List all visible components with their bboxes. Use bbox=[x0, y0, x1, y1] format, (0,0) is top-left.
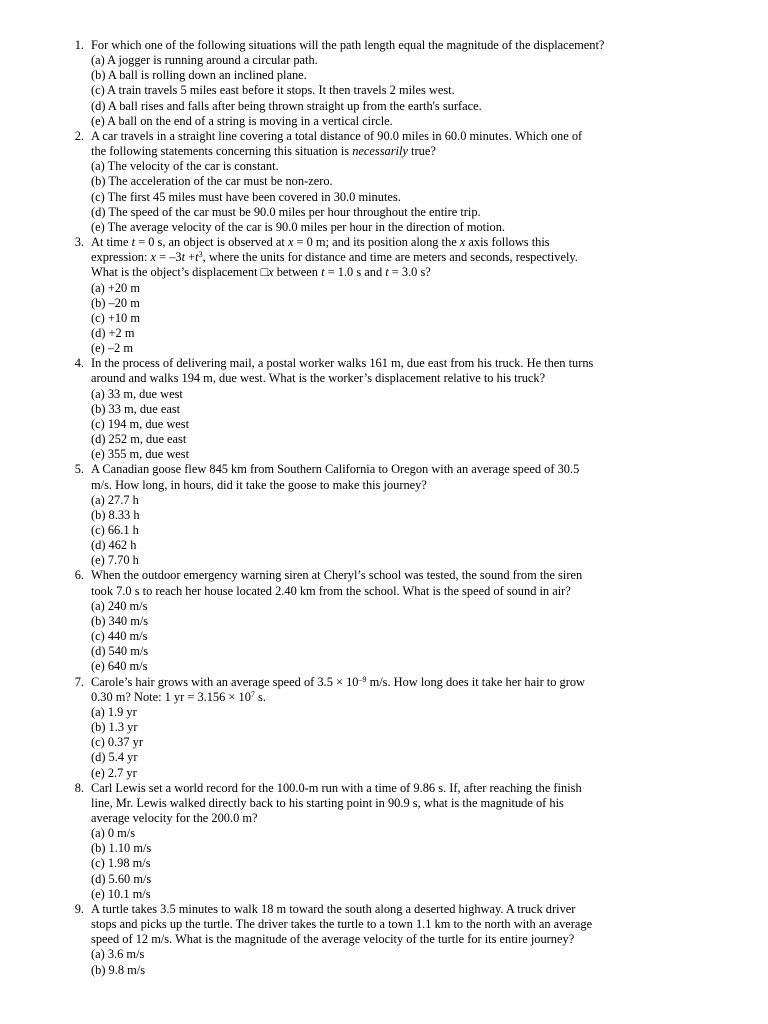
question-number: 7. bbox=[74, 674, 84, 689]
answer-option: (d) The speed of the car must be 90.0 miles per hour throughout the entire trip. bbox=[91, 204, 481, 219]
answer-option: (c) 1.98 m/s bbox=[91, 856, 151, 871]
answer-option: (e) The average velocity of the car is 90.0 miles per hour in the direction of motion. bbox=[91, 219, 506, 234]
question-text-line: the following statements concerning this situation is necessarily true? bbox=[91, 144, 436, 159]
answer-option: (c) 194 m, due west bbox=[91, 416, 190, 431]
question-text-line: A turtle takes 3.5 minutes to walk 18 m toward the south along a deserted highway. A truck driver bbox=[91, 901, 576, 916]
question-text-line: In the process of delivering mail, a postal worker walks 161 m, due east from his truck. He then turns bbox=[91, 356, 594, 371]
answer-option: (b) 33 m, due east bbox=[91, 401, 181, 416]
question-text-line: A Canadian goose flew 845 km from Southern California to Oregon with an average speed of 30.5 bbox=[91, 462, 580, 477]
answer-options bbox=[91, 53, 728, 129]
question-number: 1. bbox=[74, 38, 84, 52]
question-text-line: line, Mr. Lewis walked directly back to his starting point in 90.9 s, what is the magnitude of his bbox=[91, 795, 564, 810]
question-8 bbox=[0, 781, 768, 902]
question-text-line: m/s. How long, in hours, did it take the goose to make this journey? bbox=[91, 477, 427, 492]
answer-option: (c) The first 45 miles must have been covered in 30.0 minutes. bbox=[91, 189, 401, 204]
answer-option: (e) A ball on the end of a string is moving in a vertical circle. bbox=[91, 113, 393, 128]
answer-options bbox=[91, 281, 728, 357]
question-5 bbox=[0, 462, 768, 568]
answer-option: (c) 0.37 yr bbox=[91, 735, 143, 750]
answer-option: (b) 8.33 h bbox=[91, 507, 140, 522]
answer-option: (c) +10 m bbox=[91, 310, 140, 325]
answer-option: (b) 340 m/s bbox=[91, 613, 149, 628]
answer-option: (a) 1.9 yr bbox=[91, 704, 137, 719]
question-7 bbox=[0, 675, 768, 781]
question-number: 9. bbox=[74, 901, 84, 916]
question-text-line: stops and picks up the turtle. The driver takes the turtle to a town 1.1 km to the north with an average bbox=[91, 917, 593, 932]
answer-option: (a) 0 m/s bbox=[91, 826, 136, 841]
question-number: 8. bbox=[74, 780, 84, 795]
answer-option: (c) 440 m/s bbox=[91, 629, 148, 644]
question-number: 5. bbox=[74, 462, 84, 477]
question-9 bbox=[0, 902, 768, 978]
question-2 bbox=[0, 129, 768, 235]
question-3 bbox=[0, 235, 768, 356]
answer-option: (c) 66.1 h bbox=[91, 523, 139, 537]
question-number: 6. bbox=[74, 568, 84, 583]
answer-options bbox=[91, 947, 728, 977]
answer-option: (e) 10.1 m/s bbox=[91, 886, 151, 901]
answer-option: (a) +20 m bbox=[91, 280, 140, 295]
answer-option: (c) A train travels 5 miles east before it stops. It then travels 2 miles west. bbox=[91, 83, 455, 98]
answer-option: (d) 5.60 m/s bbox=[91, 871, 152, 886]
question-text-line: 0.30 m? Note: 1 yr = $3.156 \times 10^7$ s. bbox=[91, 689, 266, 704]
answer-option: (d) 5.4 yr bbox=[91, 750, 138, 765]
answer-option: (d) 462 h bbox=[91, 538, 137, 553]
answer-option: (a) 240 m/s bbox=[91, 598, 148, 613]
answer-option: (e) 640 m/s bbox=[91, 659, 148, 674]
question-text-line: What is the object’s displacement □x between t = 1.0 s and t = 3.0 s? bbox=[91, 265, 431, 280]
question-text-line: Carl Lewis set a world record for the 100.0-m run with a time of 9.86 s. If, after reaching the finish bbox=[91, 780, 582, 795]
question-text-line: When the outdoor emergency warning siren at Cheryl’s school was tested, the sound from the siren bbox=[91, 568, 583, 583]
answer-options bbox=[91, 493, 728, 569]
answer-option: (d) A ball rises and falls after being thrown straight up from the earth's surface. bbox=[91, 98, 482, 113]
answer-options bbox=[91, 159, 728, 235]
question-text-line: A car travels in a straight line covering a total distance of 90.0 miles in 60.0 minutes. Which one of bbox=[91, 128, 583, 143]
answer-option: (b) A ball is rolling down an inclined plane. bbox=[91, 68, 307, 83]
question-1 bbox=[0, 38, 768, 129]
question-list bbox=[0, 38, 768, 978]
question-text-line: For which one of the following situations will the path length equal the magnitude of the displacement? bbox=[91, 38, 605, 52]
answer-options bbox=[91, 599, 728, 675]
answer-option: (e) 2.7 yr bbox=[91, 765, 137, 780]
question-number: 4. bbox=[74, 356, 84, 371]
question-number: 2. bbox=[74, 128, 84, 143]
answer-options bbox=[91, 387, 728, 463]
answer-option: (a) A jogger is running around a circular path. bbox=[91, 53, 318, 68]
answer-option: (a) The velocity of the car is constant. bbox=[91, 159, 279, 174]
answer-option: (a) 33 m, due west bbox=[91, 386, 183, 401]
answer-option: (b) 9.8 m/s bbox=[91, 962, 146, 977]
question-text-line: average velocity for the 200.0 m? bbox=[91, 810, 258, 825]
question-text-line: speed of 12 m/s. What is the magnitude of the average velocity of the turtle for its entire journey? bbox=[91, 932, 575, 947]
answer-option: (e) 7.70 h bbox=[91, 553, 139, 568]
answer-option: (b) 1.3 yr bbox=[91, 720, 138, 735]
answer-option: (e) –2 m bbox=[91, 341, 133, 356]
answer-option: (e) 355 m, due west bbox=[91, 447, 190, 462]
question-text-line: took 7.0 s to reach her house located 2.40 km from the school. What is the speed of sound in air? bbox=[91, 583, 571, 598]
question-4 bbox=[0, 356, 768, 462]
answer-option: (a) 3.6 m/s bbox=[91, 947, 145, 962]
answer-option: (a) 27.7 h bbox=[91, 492, 139, 507]
question-number: 3. bbox=[74, 235, 84, 250]
answer-option: (d) 540 m/s bbox=[91, 644, 149, 659]
answer-option: (b) 1.10 m/s bbox=[91, 841, 152, 856]
answer-option: (d) 252 m, due east bbox=[91, 432, 187, 447]
answer-options bbox=[91, 705, 728, 781]
question-text-line: around and walks 194 m, due west. What is the worker’s displacement relative to his truck? bbox=[91, 371, 546, 386]
answer-option: (d) +2 m bbox=[91, 325, 135, 340]
answer-options bbox=[91, 826, 728, 902]
answer-option: (b) –20 m bbox=[91, 295, 140, 310]
answer-option: (b) The acceleration of the car must be non-zero. bbox=[91, 174, 333, 189]
question-text-line: Carole’s hair grows with an average speed of $3.5 \times 10^{-9}$ m/s. How long does it take her hair to grow bbox=[91, 674, 585, 689]
question-6 bbox=[0, 568, 768, 674]
question-text-line: At time t = 0 s, an object is observed at x = 0 m; and its position along the x axis follows this bbox=[91, 235, 550, 250]
question-text-line: expression: $x = -3t +t^3$, where the units for distance and time are meters and seconds, respectively. bbox=[91, 250, 578, 265]
